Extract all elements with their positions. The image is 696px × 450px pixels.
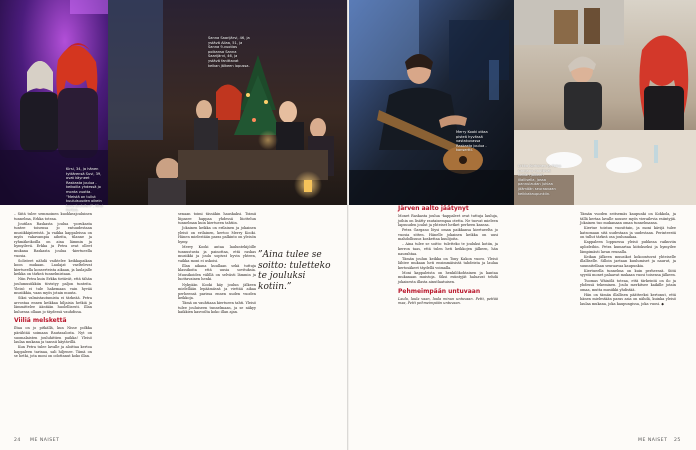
paragraph: – Siitä tulee semmoinen kuohkeajouluinen tunnelma, Erkka toteaa.: [14, 212, 92, 221]
page-number-left: 24: [14, 438, 21, 443]
text-column-1: [14, 212, 92, 359]
paragraph: Tämän vuoden seitsemäs kaupunki on Kokkola, ja tällä kertaa lavalle nousee myös vierailevia esiintyjiä. Jokainen tuo mukanaan oman tunnelmansa.: [580, 212, 676, 226]
text-column-3: [398, 205, 498, 306]
magazine-name-left: ME NAISET: [30, 438, 60, 443]
paragraph: Tuomas Wäinölä toteaa, että tärkeintä on ilo ja yhdessä tekeminen. Joulu merkitsee kaikille jotain omaa, mutta musiikki yhdistää.: [580, 278, 676, 292]
paragraph: Kappaleen loppuessa yleisö puhkeaa raikuviin aplodeihin. Petra kumartaa kiitokseksi ja hymyilee lämpimästi lavan reunalla.: [580, 240, 676, 254]
paragraph: Keikan jälkeen muusikot kokoontuvat yhteiselle illalliselle. Silloin jaetaan kuulumiset ja naurut, ja suunnitellaan seuraavaa kaupunkia.: [580, 254, 676, 268]
subheading: Pehmeimpään untuvaan: [398, 287, 481, 295]
paragraph: Moni kappaleista on henkilökohtainen ja kantaa mukanaan muistoja. Siksi esiintyjät haluavat tehdä jokaisesta illasta ainutlaatuisen.: [398, 270, 498, 285]
paragraph: Merry Kooki antaa lauluntekijöille tunnustusta ja painottaa, että raskas musiikki ja joulu sopivat hyvin yhteen, vaikka moni ei uskoisi.: [178, 245, 256, 263]
paragraph: – Aina tulee se soitto: tuletteko te jouluksi kotiin, ja kerron taas, että tulen heti keikkojen jälkeen, hän naurahtaa.: [398, 242, 498, 256]
paragraph: Hän on tämän illallisen päätteeksi kertonut, että hänen mielestään paras asia on nähdä, kuinka yleisö laulaa mukana, joka kaupungissa, joka vuosi. ◆: [580, 292, 676, 306]
page-number-right: 25: [674, 438, 681, 443]
photo-merry-kooki: [349, 0, 514, 205]
paragraph: Jokainen keikka on erilainen ja jokainen yleisö on erilainen, kertoo Merry Kooki. Hänen mielestään paras palkinto on yleisön hymy.: [178, 226, 256, 244]
photo-band-table: [108, 0, 347, 205]
paragraph: Kiertueella tunnelma on kuin perheessä. Siitä syystä monet palaavat mukaan vuosi toisensa jälkeen.: [580, 268, 676, 278]
paragraph: Monet Raskasta joulua -kappaleet ovat tuttuja lauluja, joihin on lisätty rautaisempaa otetta. Ne tuovat mieleen lapsuuden joulut ja yhteiset hetket perheen kanssa.: [398, 214, 498, 228]
paragraph: Kun Petra tulee lavalle ja aloittaa kertoa kappaleen tarinaa, sali hiljenee. Tämä on se hetki, jota moni on odottanut koko illan.: [14, 345, 92, 359]
subheading: Järven aalto jäätynyt: [398, 205, 469, 212]
text-column-2: [178, 212, 256, 316]
photo-caption-dinner: Erkka Korhonen ja Petra Gargano nauttivat keikan jälkeen illallisella, jossa pannulautan juhlaa jäämään seuraavaan keikkakaupunkiin.: [518, 164, 562, 196]
paragraph: Kiertue toistuu vuosittain, ja moni kävijä tulee katsomaan sitä uudestaan ja uudestaan. Perinteestä on tullut tärkeä osa joulunaikaa.: [580, 226, 676, 240]
paragraph: Nykyään Kooki käy joulun jälkeen mielellään lepäämässä ja viettää aikaa perheensä parissa ennen uuden vuoden keikkoja.: [178, 282, 256, 301]
text-column-4: [580, 212, 676, 307]
photo-caption-band: Sanna Saarijärvi, 46, ja ystävä Ailaa, 51, ja Sanna 9-vuotias poikansa Sanna Saarijärvi, 46, ja ystävä fanittavat keikan jälkeen lopussa.: [208, 36, 250, 68]
lyrics-quote: Laula, laula vaan, laula minun untuvaan. Petti, pettää maa, Petti pehmeimpään untuvaan.: [398, 296, 498, 306]
magazine-name-right: ME NAISET: [638, 438, 668, 443]
paragraph: Illan aikana kuullaan sekä tuttuja klassikoita että uusia sovituksia. Muusikoiden välillä on selvästi lämmin ja luottavainen henki.: [178, 263, 256, 282]
paragraph: Tämän joulun keikka on Tony Kakon vuoro. Yleisö lähtee mukaan heti ensimmäisistä tahdeista ja laulaa kertosäkeet täydellä voimalla.: [398, 256, 498, 270]
paragraph: Tämä on vauhtiaaa kiertueen tahti. Yleisö tulee jouluiseen tunnelmaan, ja se näkyy kaikkien kasvoilta koko illan ajan.: [178, 301, 256, 315]
paragraph: senaan toimi tässäkin hauskaksi. Toimii liipasee happaa yhdessä liiottelun tunnelman kuin kiertueen tahtiin.: [178, 212, 256, 226]
paragraph: Petra Gargano löysi oman paikkansa kiertueelta jo vuosia sitten. Hänelle jokainen keikka on uusi mahdollisuus koskettaa kuulijoita.: [398, 228, 498, 242]
pull-quote: ”Aina tulee se soitto: tuletteko te jouluksi kotiin.”: [258, 250, 331, 292]
paragraph: Niin Petra kuin Erkka tietävät, että tähän joulumusiikkiin tiivistyy paljon tunteita. Yleisö ei tule hakemaan vain hyvää musiikkia, vaan myös jotain muuta.: [14, 277, 92, 296]
paragraph: Solisteet nähdä vaihtelee keikkapaikan koon mukaan. Laulajat vaeltelevat kiertueella konserteista aikaan, ja laulajalle keikka on tärkeä tunnelmistaan.: [14, 258, 92, 277]
paragraph: Iltaa on jo pitkällä, kun Nisse polkka pärähtää soimaan Rautasalosta. Nyt on suomalaisten jouluhittien paikka! Yleisö laulaa mukana ja tanssii käytävillä.: [14, 326, 92, 345]
photo-caption-merry-kooki: Merry Kooki ottaa pisteä hyvässä vastakuvassa Raskasta joulua -konsertti.: [456, 130, 488, 153]
subheading: Viiliä melskettä: [14, 317, 67, 325]
paragraph: Siksi valmistautumista ei tärkeää. Petra arvostaa ennen keikkaa hiljaisia hetkiä ja lämmittelee ääntään huolellisesti. Illan kuluessa ollaan jo täydessä vauhdissa.: [14, 296, 92, 314]
photo-caption-fans: Kirsi, 34, ja hänen tyttärensä Suvi, 39, ovat käyneet Raskasta joulua -keikoilla yhdessä jo monta vuotta. ”Meistä on tullut kuuluisuuden oikein kova joulufani”, Kirsi kertoo.: [66, 167, 103, 213]
paragraph: Joutilan Raskasta joulua -porukasta tuntee toisensa jo entuudestaan musiikkipiireistä. Ja vaikka kappaleissa on myös vakavampia aiheita, tilanne ja ryhmäkeikoilla on aina lämmin ja hymyilevä. Erkka ja Petra ovat olleet mukana Raskasta joulua -kiertueella vuosia.: [14, 221, 92, 258]
